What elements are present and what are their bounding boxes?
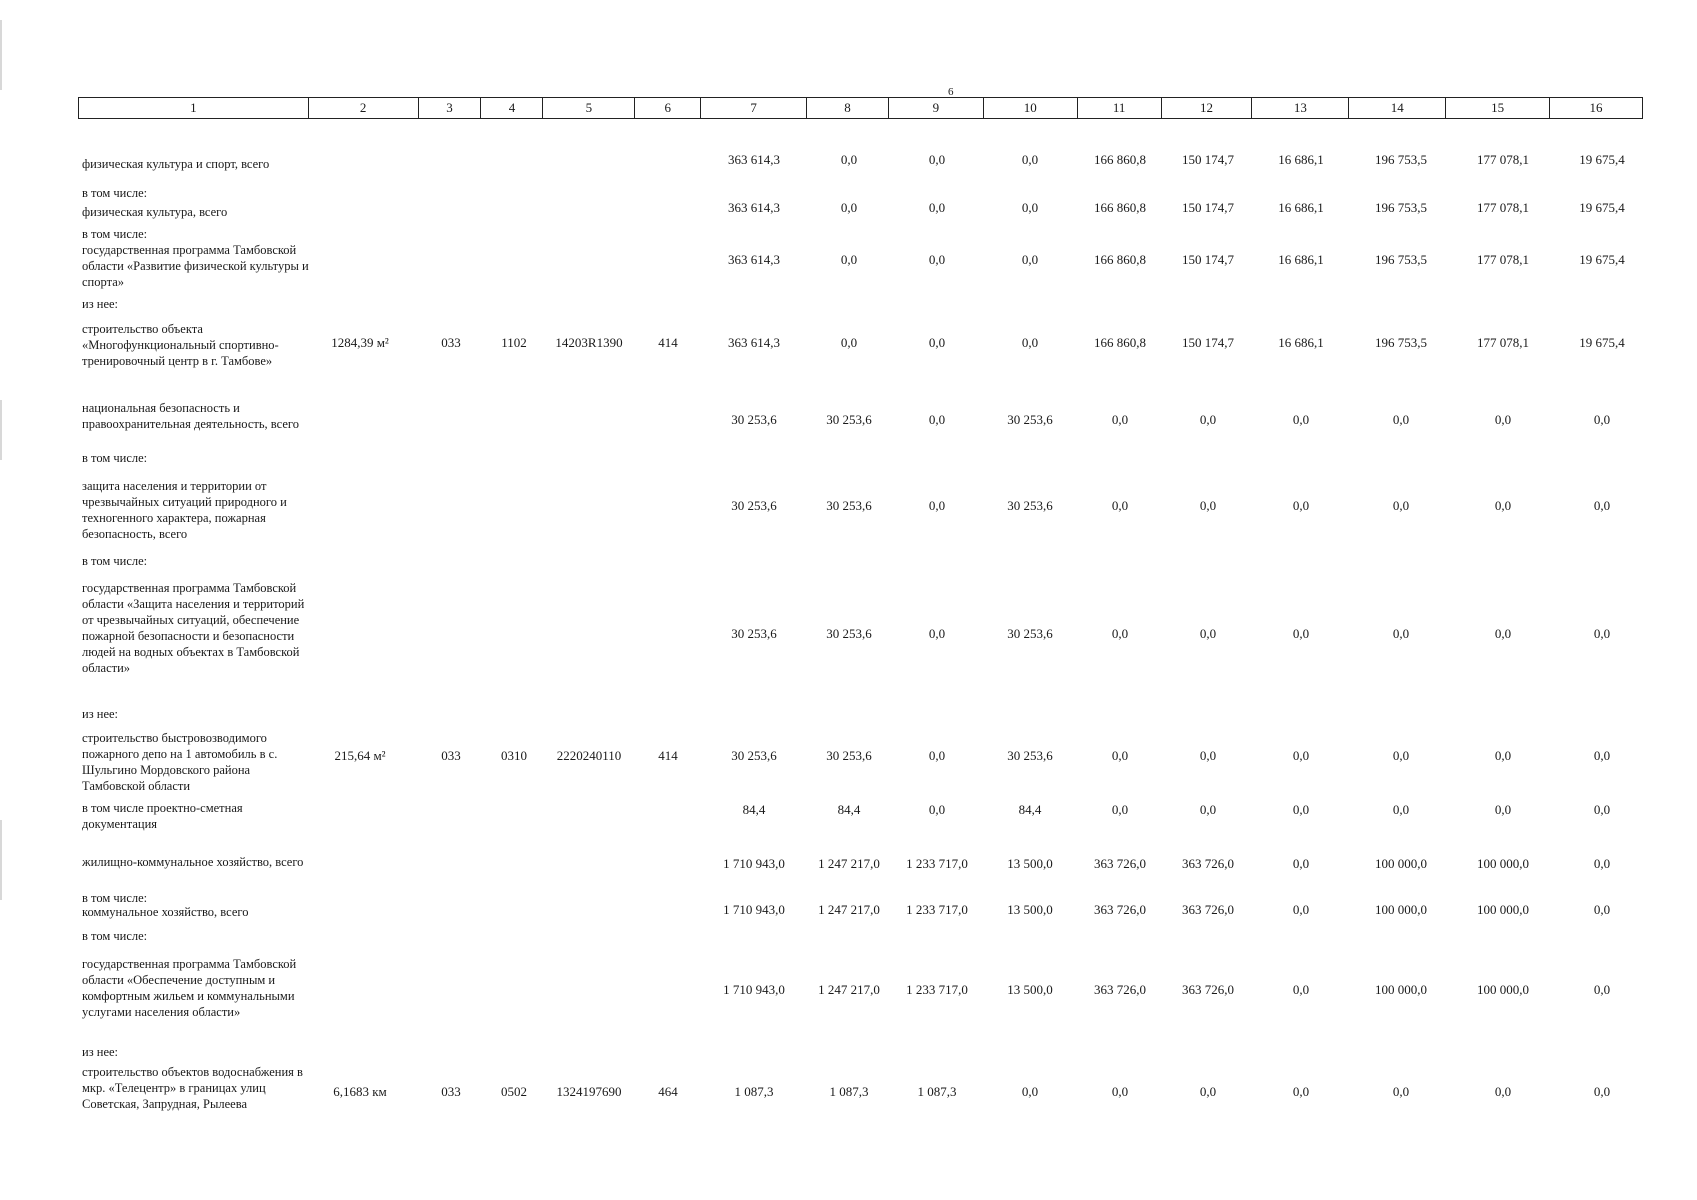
- table-cell-col-12: 363 726,0: [1182, 902, 1234, 917]
- table-cell-col-9: 0,0: [928, 412, 946, 427]
- table-cell-col-16: 0,0: [1593, 748, 1611, 763]
- sub-label: в том числе:: [82, 554, 148, 568]
- header-col-12: 12: [1162, 98, 1253, 118]
- table-cell-col-14: 196 753,5: [1375, 200, 1427, 215]
- table-cell-col-14: 0,0: [1392, 1084, 1410, 1099]
- sub-label: в том числе:: [82, 929, 148, 943]
- table-cell-col-13: 0,0: [1292, 626, 1310, 641]
- row-label: защита населения и территории от чрезвычайных ситуаций природного и техногенного характера, пожарная безопасность, всего: [82, 479, 287, 541]
- table-cell-col-6: 464: [658, 1084, 678, 1099]
- row-label: государственная программа Тамбовской области «Защита населения и территорий от чрезвычайных ситуаций, обеспечение пожарной безопасности и безопасности людей на водных объектах в Тамбовской области»: [82, 581, 305, 675]
- table-cell-col-3: 033: [441, 335, 461, 350]
- table-cell-col-16: 0,0: [1593, 626, 1611, 641]
- table-cell-col-11: 0,0: [1111, 802, 1129, 817]
- table-cell-col-14: 196 753,5: [1375, 335, 1427, 350]
- table-cell-col-8: 30 253,6: [826, 626, 872, 641]
- table-cell-col-7: 30 253,6: [731, 748, 777, 763]
- table-cell-col-10: 30 253,6: [1007, 498, 1053, 513]
- table-cell-col-13: 0,0: [1292, 1084, 1310, 1099]
- table-cell-col-8: 30 253,6: [826, 498, 872, 513]
- header-col-15: 15: [1446, 98, 1550, 118]
- table-cell-col-9: 1 087,3: [917, 1084, 957, 1099]
- table-cell-col-5: 14203R1390: [555, 335, 623, 350]
- header-col-14: 14: [1349, 98, 1446, 118]
- table-cell-col-11: 166 860,8: [1094, 152, 1146, 167]
- table-cell-col-8: 1 247 217,0: [818, 982, 880, 997]
- table-cell-col-14: 0,0: [1392, 626, 1410, 641]
- sub-label: в том числе:: [82, 227, 148, 241]
- table-cell-col-11: 0,0: [1111, 1084, 1129, 1099]
- table-cell-col-13: 16 686,1: [1278, 252, 1324, 267]
- table-cell-col-7: 1 087,3: [734, 1084, 774, 1099]
- table-cell-col-10: 13 500,0: [1007, 856, 1053, 871]
- table-cell-col-15: 177 078,1: [1477, 335, 1529, 350]
- table-cell-col-12: 0,0: [1199, 412, 1217, 427]
- table-cell-col-7: 363 614,3: [728, 252, 780, 267]
- table-cell-col-10: 30 253,6: [1007, 412, 1053, 427]
- table-cell-col-14: 196 753,5: [1375, 252, 1427, 267]
- row-label: физическая культура, всего: [82, 205, 228, 219]
- header-col-6: 6: [635, 98, 701, 118]
- table-cell-col-9: 0,0: [928, 802, 946, 817]
- header-col-11: 11: [1078, 98, 1162, 118]
- table-cell-col-8: 0,0: [840, 152, 858, 167]
- table-cell-col-8: 1 247 217,0: [818, 856, 880, 871]
- table-cell-col-8: 1 247 217,0: [818, 902, 880, 917]
- table-cell-col-11: 363 726,0: [1094, 902, 1146, 917]
- table-cell-col-13: 0,0: [1292, 982, 1310, 997]
- table-cell-col-7: 84,4: [742, 802, 766, 817]
- table-cell-col-13: 16 686,1: [1278, 152, 1324, 167]
- table-cell-col-2: 6,1683 км: [333, 1084, 387, 1099]
- table-cell-col-12: 150 174,7: [1182, 152, 1234, 167]
- table-cell-col-13: 0,0: [1292, 498, 1310, 513]
- table-cell-col-7: 363 614,3: [728, 152, 780, 167]
- table-cell-col-4: 0310: [501, 748, 527, 763]
- table-cell-col-10: 30 253,6: [1007, 626, 1053, 641]
- row-label: строительство объекта «Многофункциональный спортивно-тренировочный центр в г. Тамбове»: [82, 322, 279, 368]
- table-cell-col-7: 1 710 943,0: [723, 982, 785, 997]
- table-cell-col-15: 177 078,1: [1477, 200, 1529, 215]
- table-cell-col-11: 363 726,0: [1094, 982, 1146, 997]
- table-cell-col-7: 30 253,6: [731, 412, 777, 427]
- table-cell-col-9: 0,0: [928, 748, 946, 763]
- table-cell-col-7: 1 710 943,0: [723, 902, 785, 917]
- table-cell-col-10: 13 500,0: [1007, 902, 1053, 917]
- scan-edge: [0, 20, 2, 90]
- sub-label: в том числе:: [82, 186, 148, 200]
- row-label: строительство объектов водоснабжения в мкр. «Телецентр» в границах улиц Советская, Запрудная, Рылеева: [82, 1065, 303, 1111]
- table-cell-col-16: 19 675,4: [1579, 200, 1625, 215]
- table-cell-col-9: 1 233 717,0: [906, 982, 968, 997]
- header-col-8: 8: [807, 98, 889, 118]
- table-cell-col-11: 363 726,0: [1094, 856, 1146, 871]
- table-cell-col-15: 0,0: [1494, 626, 1512, 641]
- table-cell-col-13: 0,0: [1292, 802, 1310, 817]
- table-cell-col-12: 0,0: [1199, 1084, 1217, 1099]
- table-cell-col-12: 150 174,7: [1182, 200, 1234, 215]
- table-cell-col-7: 30 253,6: [731, 498, 777, 513]
- table-cell-col-7: 30 253,6: [731, 626, 777, 641]
- table-cell-col-13: 0,0: [1292, 412, 1310, 427]
- table-cell-col-10: 84,4: [1018, 802, 1042, 817]
- sub-label: в том числе:: [82, 891, 148, 905]
- table-cell-col-9: 0,0: [928, 252, 946, 267]
- table-cell-col-11: 166 860,8: [1094, 335, 1146, 350]
- table-cell-col-9: 0,0: [928, 335, 946, 350]
- table-cell-col-9: 1 233 717,0: [906, 902, 968, 917]
- table-cell-col-2: 215,64 м²: [334, 748, 386, 763]
- table-cell-col-16: 19 675,4: [1579, 252, 1625, 267]
- table-cell-col-15: 0,0: [1494, 1084, 1512, 1099]
- table-cell-col-15: 100 000,0: [1477, 982, 1529, 997]
- table-cell-col-3: 033: [441, 1084, 461, 1099]
- table-cell-col-5: 2220240110: [556, 748, 622, 763]
- table-cell-col-9: 1 233 717,0: [906, 856, 968, 871]
- table-cell-col-12: 150 174,7: [1182, 335, 1234, 350]
- table-cell-col-14: 0,0: [1392, 412, 1410, 427]
- table-cell-col-16: 0,0: [1593, 982, 1611, 997]
- table-cell-col-8: 0,0: [840, 335, 858, 350]
- table-cell-col-10: 13 500,0: [1007, 982, 1053, 997]
- table-cell-col-15: 0,0: [1494, 802, 1512, 817]
- table-cell-col-8: 0,0: [840, 252, 858, 267]
- row-label: государственная программа Тамбовской области «Обеспечение доступным и комфортным жильем и коммунальными услугами населения области»: [82, 957, 297, 1019]
- table-cell-col-6: 414: [658, 335, 678, 350]
- table-cell-col-13: 0,0: [1292, 748, 1310, 763]
- table-cell-col-10: 0,0: [1021, 252, 1039, 267]
- table-cell-col-6: 414: [658, 748, 678, 763]
- table-cell-col-4: 1102: [501, 335, 527, 350]
- table-cell-col-15: 0,0: [1494, 748, 1512, 763]
- table-cell-col-9: 0,0: [928, 626, 946, 641]
- table-cell-col-7: 363 614,3: [728, 335, 780, 350]
- table-cell-col-8: 30 253,6: [826, 748, 872, 763]
- table-cell-col-9: 0,0: [928, 498, 946, 513]
- table-cell-col-14: 0,0: [1392, 748, 1410, 763]
- table-cell-col-14: 0,0: [1392, 498, 1410, 513]
- row-label: строительство быстровозводимого пожарного депо на 1 автомобиль в с. Шульгино Мордовского района Тамбовской области: [82, 731, 278, 793]
- table-cell-col-11: 0,0: [1111, 498, 1129, 513]
- table-cell-col-8: 30 253,6: [826, 412, 872, 427]
- table-cell-col-13: 16 686,1: [1278, 335, 1324, 350]
- table-cell-col-14: 100 000,0: [1375, 982, 1427, 997]
- table-cell-col-14: 0,0: [1392, 802, 1410, 817]
- table-cell-col-13: 0,0: [1292, 902, 1310, 917]
- header-col-10: 10: [984, 98, 1078, 118]
- sub-label: из нее:: [82, 707, 119, 721]
- table-cell-col-11: 166 860,8: [1094, 200, 1146, 215]
- table-cell-col-14: 100 000,0: [1375, 902, 1427, 917]
- header-col-13: 13: [1252, 98, 1349, 118]
- table-cell-col-16: 0,0: [1593, 412, 1611, 427]
- table-cell-col-15: 0,0: [1494, 412, 1512, 427]
- table-cell-col-12: 150 174,7: [1182, 252, 1234, 267]
- table-cell-col-8: 84,4: [837, 802, 861, 817]
- table-cell-col-15: 177 078,1: [1477, 252, 1529, 267]
- sub-label: из нее:: [82, 297, 119, 311]
- sub-label: из нее:: [82, 1045, 119, 1059]
- table-cell-col-15: 100 000,0: [1477, 902, 1529, 917]
- table-cell-col-10: 0,0: [1021, 200, 1039, 215]
- header-col-5: 5: [543, 98, 635, 118]
- table-cell-col-13: 16 686,1: [1278, 200, 1324, 215]
- table-cell-col-8: 1 087,3: [829, 1084, 869, 1099]
- page-number: 6: [948, 86, 954, 98]
- row-label: коммунальное хозяйство, всего: [82, 905, 249, 919]
- table-cell-col-8: 0,0: [840, 200, 858, 215]
- table-cell-col-10: 0,0: [1021, 335, 1039, 350]
- table-cell-col-7: 363 614,3: [728, 200, 780, 215]
- table-cell-col-14: 196 753,5: [1375, 152, 1427, 167]
- table-cell-col-10: 0,0: [1021, 1084, 1039, 1099]
- table-cell-col-15: 177 078,1: [1477, 152, 1529, 167]
- table-cell-col-11: 0,0: [1111, 748, 1129, 763]
- table-cell-col-10: 30 253,6: [1007, 748, 1053, 763]
- row-label: физическая культура и спорт, всего: [82, 157, 270, 171]
- header-col-3: 3: [419, 98, 482, 118]
- table-cell-col-5: 1324197690: [556, 1084, 622, 1099]
- row-label: в том числе проектно-сметная документация: [82, 801, 243, 831]
- row-label: государственная программа Тамбовской области «Развитие физической культуры и спорта»: [82, 243, 309, 289]
- table-cell-col-16: 0,0: [1593, 902, 1611, 917]
- table-cell-col-11: 0,0: [1111, 626, 1129, 641]
- table-cell-col-15: 0,0: [1494, 498, 1512, 513]
- table-cell-col-16: 0,0: [1593, 498, 1611, 513]
- table-cell-col-12: 363 726,0: [1182, 856, 1234, 871]
- sub-label: в том числе:: [82, 451, 148, 465]
- table-cell-col-15: 100 000,0: [1477, 856, 1529, 871]
- table-cell-col-16: 0,0: [1593, 856, 1611, 871]
- table-cell-col-12: 0,0: [1199, 748, 1217, 763]
- table-cell-col-4: 0502: [501, 1084, 527, 1099]
- table-cell-col-11: 166 860,8: [1094, 252, 1146, 267]
- table-cell-col-7: 1 710 943,0: [723, 856, 785, 871]
- table-cell-col-16: 19 675,4: [1579, 335, 1625, 350]
- table-cell-col-16: 0,0: [1593, 802, 1611, 817]
- header-col-4: 4: [481, 98, 543, 118]
- table-cell-col-11: 0,0: [1111, 412, 1129, 427]
- table-cell-col-12: 0,0: [1199, 626, 1217, 641]
- table-cell-col-12: 0,0: [1199, 802, 1217, 817]
- table-cell-col-16: 19 675,4: [1579, 152, 1625, 167]
- scan-edge: [0, 400, 2, 460]
- table-cell-col-3: 033: [441, 748, 461, 763]
- header-col-2: 2: [309, 98, 419, 118]
- table-cell-col-13: 0,0: [1292, 856, 1310, 871]
- row-label: национальная безопасность и правоохранительная деятельность, всего: [82, 401, 299, 431]
- header-col-16: 16: [1589, 100, 1603, 115]
- table-cell-col-10: 0,0: [1021, 152, 1039, 167]
- table-cell-col-9: 0,0: [928, 152, 946, 167]
- table-header: [78, 97, 1643, 119]
- table-cell-col-2: 1284,39 м²: [331, 335, 389, 350]
- table-cell-col-12: 0,0: [1199, 498, 1217, 513]
- table-cell-col-12: 363 726,0: [1182, 982, 1234, 997]
- scan-edge: [0, 820, 2, 900]
- header-col-1: 1: [79, 98, 309, 118]
- table-cell-col-16: 0,0: [1593, 1084, 1611, 1099]
- table-cell-col-14: 100 000,0: [1375, 856, 1427, 871]
- header-col-7: 7: [701, 98, 807, 118]
- row-label: жилищно-коммунальное хозяйство, всего: [82, 855, 304, 869]
- header-col-9: 9: [889, 98, 984, 118]
- table-cell-col-9: 0,0: [928, 200, 946, 215]
